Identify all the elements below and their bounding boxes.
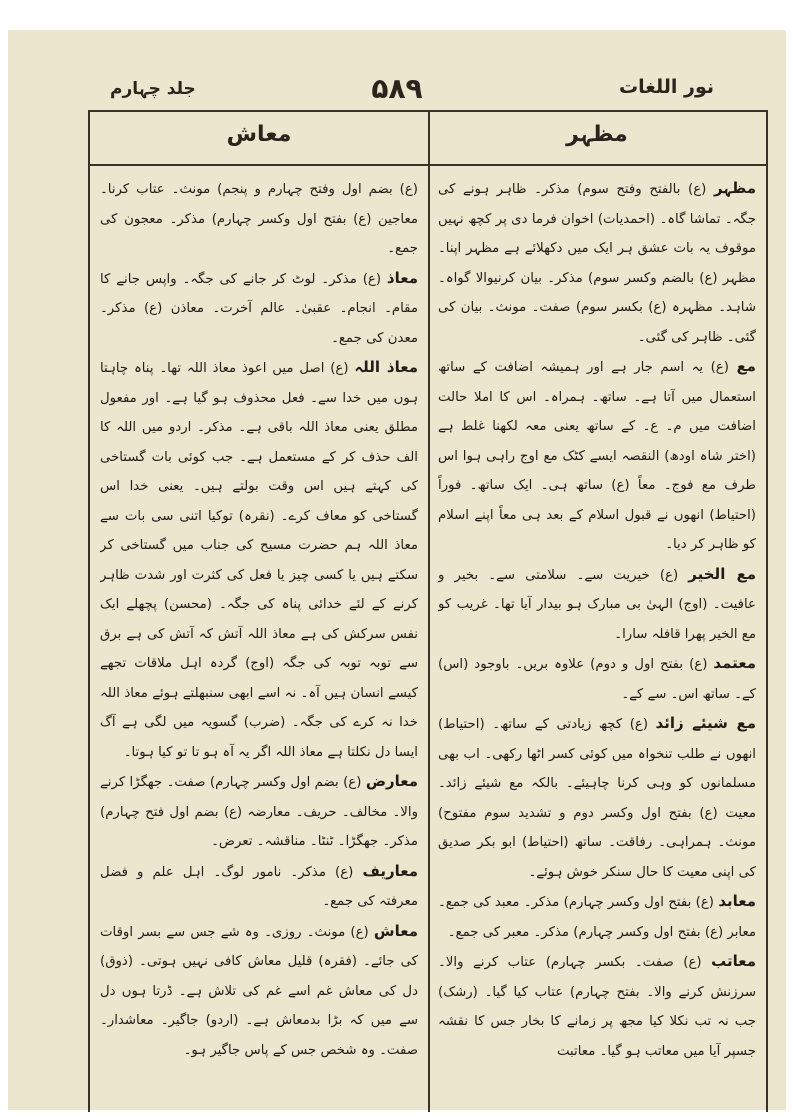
dictionary-entry xyxy=(100,264,418,354)
entry-text: (ع) مونث۔ روزی۔ وہ شے جس سے بسر اوقات کی جائے۔ (فقرہ) قلیل معاش کافی نہیں ہوتی۔ (ذوق) دل کی معاش غم اسے غم کی تلاش ہے۔ ڈرتا ہوں دل سے میں کہ بڑا بدمعاش ہے۔ (اردو) جاگیر۔ معاشدار۔ صفت۔ وہ شخص جس کے پاس جاگیر ہو۔ xyxy=(100,924,418,1058)
entry-headword: مع شیئے زائد xyxy=(655,714,756,732)
dictionary-entry xyxy=(100,917,418,1066)
entry-text: (ع) صفت۔ بکسر چہارم) عتاب کرنے والا۔ سرزنش کرنے والا۔ بفتح چہارم) عتاب کیا گیا۔ (رشک) جب نہ تب نکلا کیا مجھ پر زمانے کا بخار جس کا نقشہ جسپر آیا میں معاتب ہو گیا۔ معاتبت xyxy=(438,955,756,1059)
volume-label: جلد چہارم xyxy=(110,79,196,99)
entry-text: (ع) مذکر۔ نامور لوگ۔ اہل علم و فضل معرفتہ کی جمع۔ xyxy=(100,864,418,909)
entry-headword: معارض xyxy=(365,772,418,790)
dictionary-entry xyxy=(438,887,756,947)
entry-headword: معاذ xyxy=(386,268,418,287)
entry-headword: معاریف xyxy=(362,861,418,880)
entry-headword: معابد xyxy=(718,892,756,910)
dictionary-entry xyxy=(100,353,418,767)
entry-text: (ع) بفتح اول و دوم) علاوہ بریں۔ باوجود (اس) کے۔ ساتھ اس۔ سے کے۔ xyxy=(438,657,756,702)
column-divider xyxy=(428,112,430,1112)
entry-text: (ع) کچھ زیادتی کے ساتھ۔ (احتیاط) انھوں نے طلب تنخواہ میں کوئی کسر اٹھا رکھی۔ اب بھی مسلمانوں کو وہی کرنا چاہیئے۔ بالکہ مع شیئے زائد۔ معیت (ع) بفتح اول وکسر دوم و تشدید سوم مفتوح) مونث۔ ہمراہی۔ رفاقت۔ ساتھ (احتیاط) ابو بکر صدیق کی اپنی معیت کا حال سنکر خوش ہوئے۔ xyxy=(438,717,756,880)
entry-headword: مع الخیر xyxy=(688,564,756,583)
two-column-frame xyxy=(88,110,768,1112)
dictionary-entry xyxy=(100,767,418,857)
left-column-title: معاش xyxy=(226,122,292,147)
entry-text: (ع) خیریت سے۔ سلامتی سے۔ بخیر و عافیت۔ (اوج) الہیٰ بی مبارک ہو بیدار آیا تھا۔ غریب کو مع الخیر پھرا قافلہ سارا۔ xyxy=(438,567,756,642)
dictionary-entry xyxy=(438,174,756,352)
entry-headword: مع xyxy=(736,357,756,375)
entry-text: (ع) بفتح اول وکسر چہارم) مذکر۔ معبد کی جمع۔ معابر (ع) بفتح اول وکسر چہارم) مذکر۔ معبر کی جمع۔ xyxy=(438,895,756,940)
page-number: ۵۸۹ xyxy=(371,72,423,105)
dictionary-entry xyxy=(438,947,756,1066)
right-column-title: مظہر xyxy=(566,122,628,147)
dictionary-entry xyxy=(438,649,756,709)
entry-headword: معتمد xyxy=(713,654,756,672)
entry-headword: مظہر xyxy=(713,179,756,197)
entry-text: (ع) اصل میں اعوذ معاذ اللہ تھا۔ پناہ چاہتا ہوں میں خدا سے۔ فعل محذوف ہو گیا ہے۔ اور مفعول مطلق یعنی معاذ اللہ باقی ہے۔ مذکر۔ اردو میں اللہ کا الف حذف کر کے مستعمل ہے۔ جب کوئی بات گستاخی کی کہتے ہیں اس وقت بولتے ہیں۔ یعنی خدا اس گستاخی کو معاف کرے۔ (نقرہ) توکیا اتنی سی بات سے معاذ اللہ ہم حضرت مسیح کی جناب میں گستاخی کر سکتے ہیں یا کسی چیز یا فعل کی کثرت اور شدت ظاہر کرنے کے لئے خدائی پناہ کی جگہ۔ (محسن) پچھلے ایک نفس سرکش کی ہے معاذ اللہ آتش کہ آتش کی ہے برق سے توبہ توبہ کی جگہ (اوج) گردہ اہل ملاقات تجھے کیسے انسان ہیں آہ۔ نہ اسے ابھی سنبھلتے ہوئے معاذ اللہ خدا نہ کرے کی جگہ۔ (ضرب) گسویہ میں لگی ہے آگ ایسا دل نکلتا ہے معاذ اللہ اگر یہ آہ ہو تا تو کیا ہوتا۔ xyxy=(100,361,418,760)
book-title: نور اللغات xyxy=(619,76,714,98)
entry-text: (ع) بضم اول وکسر چہارم) صفت۔ جھگڑا کرنے والا۔ مخالف۔ حریف۔ معارضہ (ع) بضم اول فتح چہارم) مذکر۔ جھگڑا۔ ٹنٹا۔ مناقشہ۔ تعرض۔ xyxy=(100,775,418,849)
dictionary-entry xyxy=(438,352,756,560)
entry-headword: معاتب xyxy=(711,952,756,970)
entry-text: (ع) مذکر۔ لوٹ کر جانے کی جگہ۔ واپس جانے کا مقام۔ انجام۔ عقبیٰ۔ عالم آخرت۔ معاذن (ع) مذکر۔ معدن کی جمع۔ xyxy=(100,271,418,346)
dictionary-entry xyxy=(438,560,756,650)
entry-text: (ع) یہ اسم جار ہے اور ہمیشہ اضافت کے ساتھ استعمال میں آتا ہے۔ ساتھ۔ ہمراہ۔ اس کا املا حالت اضافت میں م۔ ع۔ کے ساتھ یعنی معہ لکھنا غلط ہے (اختر شاہ اودھ) النقصہ ایسے کٹک مع اوج راہی ہوا اس طرف مع فوج۔ معاً (ع) ساتھ ہی۔ ایک ساتھ۔ فوراً (احتیاط) انھوں نے قبول اسلام کے بعد ہی معاً اپنے اسلام کو ظاہر کر دیا۔ xyxy=(438,360,756,552)
right-column-body xyxy=(438,174,756,1104)
dictionary-page xyxy=(8,30,786,1110)
page-header xyxy=(8,72,786,106)
entry-text: (ع) بضم اول وفتح چہارم و پنجم) مونث۔ عتاب کرنا۔ معاجین (ع) بفتح اول وکسر چہارم) مذکر۔ معجون کی جمع۔ xyxy=(100,182,418,256)
dictionary-entry xyxy=(100,174,418,264)
entry-headword: معاذ اللہ xyxy=(354,358,418,376)
dictionary-entry xyxy=(438,709,756,887)
entry-text: (ع) بالفتح وفتح سوم) مذکر۔ ظاہر ہونے کی جگہ۔ تماشا گاہ۔ (احمدیات) اخوان فرما دی پر کچھ نہیں موقوف یہ بات عشق ہر ایک میں دکھلائے ہے مظہر اپنا۔ مظہر (ع) بالضم وکسر سوم) مذکر۔ بیان کرنیوالا گواہ۔ شاہد۔ مظہرہ (ع) بکسر سوم) صفت۔ مونث۔ بیان کی گئی۔ ظاہر کی گئی۔ xyxy=(438,182,756,345)
left-column-body xyxy=(100,174,418,1104)
dictionary-entry xyxy=(100,857,418,917)
entry-headword: معاش xyxy=(373,921,418,940)
